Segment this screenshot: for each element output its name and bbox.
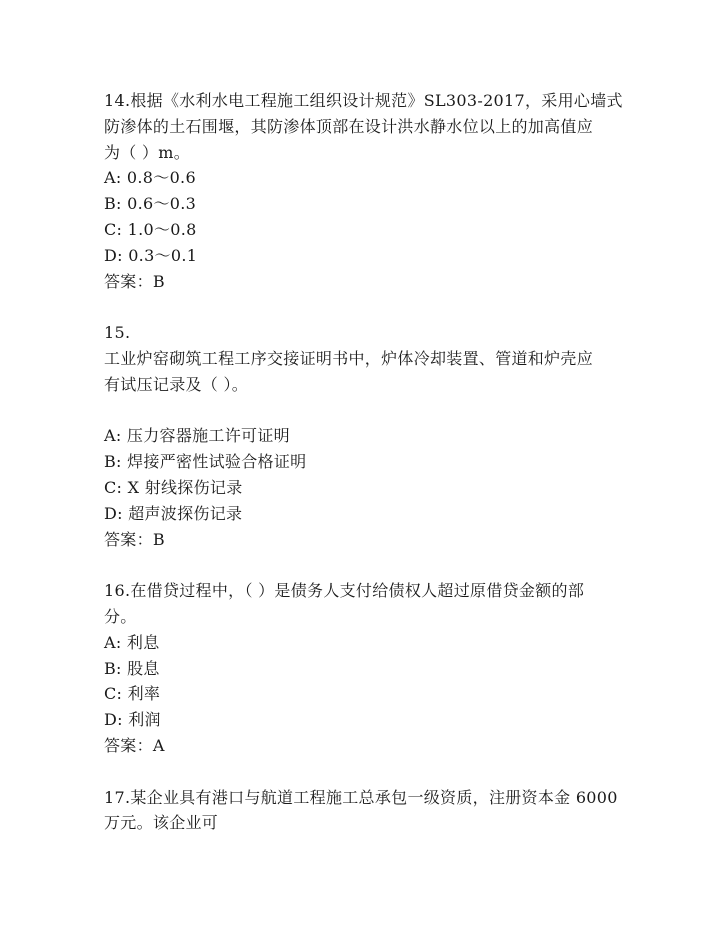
question-stem-line: 有试压记录及（ ）。 <box>104 374 249 394</box>
question-stem-line: 分。 <box>104 606 137 626</box>
question-17 <box>104 785 644 837</box>
option-b: B: 股息 <box>104 658 160 678</box>
option-c: C: 1.0～0.8 <box>104 219 197 239</box>
question-stem-line: 万元。该企业可 <box>104 813 219 833</box>
answer-line: 答案：B <box>104 271 165 291</box>
option-d: D: 利润 <box>104 710 161 730</box>
option-c: C: X 射线探伤记录 <box>104 477 243 497</box>
question-15 <box>104 320 644 552</box>
spacer <box>104 294 644 320</box>
question-stem-line: 17.某企业具有港口与航道工程施工总承包一级资质，注册资本金 6000 <box>104 787 618 807</box>
option-d: D: 0.3～0.1 <box>104 245 198 265</box>
question-stem-line: 为（ ）m。 <box>104 142 191 162</box>
option-b: B: 0.6～0.3 <box>104 194 197 214</box>
option-c: C: 利率 <box>104 684 161 704</box>
option-a: A: 压力容器施工许可证明 <box>104 426 290 446</box>
option-d: D: 超声波探伤记录 <box>104 503 243 523</box>
spacer <box>104 759 644 785</box>
question-14 <box>104 88 644 294</box>
question-number: 15. <box>104 323 131 343</box>
question-16 <box>104 578 644 759</box>
document-page <box>104 88 644 836</box>
question-stem-line: 工业炉窑砌筑工程工序交接证明书中，炉体冷却装置、管道和炉壳应 <box>104 348 594 368</box>
question-stem-line: 防渗体的土石围堰，其防渗体顶部在设计洪水静水位以上的加高值应 <box>104 116 594 136</box>
answer-line: 答案：B <box>104 529 165 549</box>
question-stem-line: 16.在借贷过程中，（ ）是债务人支付给债权人超过原借贷金额的部 <box>104 581 585 601</box>
question-stem-line: 14.根据《水利水电工程施工组织设计规范》SL303-2017，采用心墙式 <box>104 91 623 110</box>
option-a: A: 0.8～0.6 <box>104 168 196 188</box>
option-a: A: 利息 <box>104 632 160 652</box>
answer-line: 答案：A <box>104 735 165 755</box>
option-b: B: 焊接严密性试验合格证明 <box>104 452 307 472</box>
spacer <box>104 398 644 424</box>
spacer <box>104 552 644 578</box>
